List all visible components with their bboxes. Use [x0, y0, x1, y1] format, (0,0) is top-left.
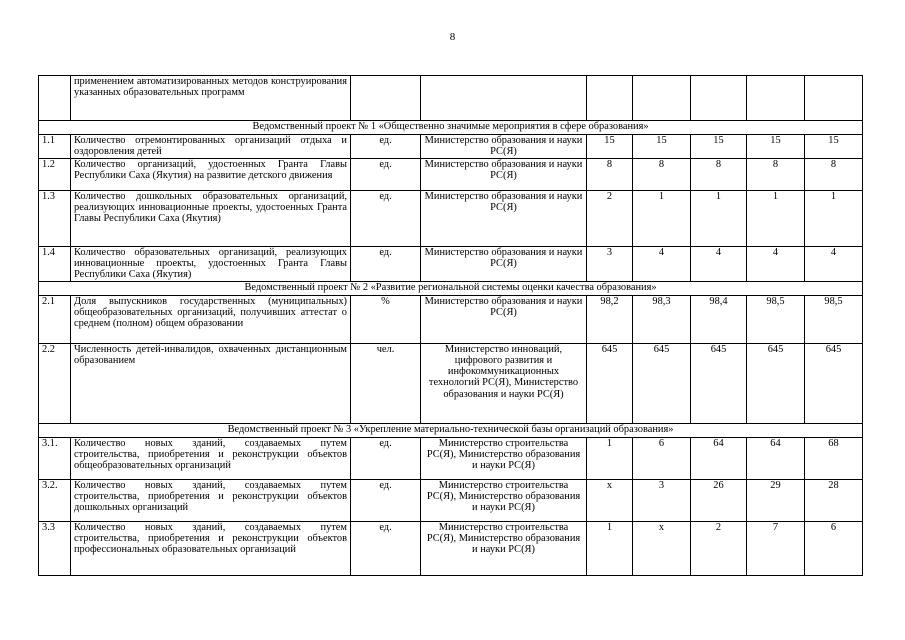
row-unit: ед. [351, 246, 421, 281]
row-number: 1.2 [39, 158, 71, 190]
row-responsible: Министерство строительства РС(Я), Министерство образования и науки РС(Я) [421, 437, 587, 479]
row-number: 2.1 [39, 295, 71, 343]
row-number: 1.1 [39, 135, 71, 159]
empty-cell [421, 76, 587, 121]
empty-cell [691, 76, 747, 121]
row-value-2: 15 [633, 135, 691, 159]
row-value-4: 1 [747, 190, 805, 246]
table-row [39, 158, 863, 190]
row-responsible: Министерство строительства РС(Я), Министерство образования и науки РС(Я) [421, 521, 587, 575]
row-responsible: Министерство строительства РС(Я), Министерство образования и науки РС(Я) [421, 479, 587, 521]
row-value-2: 3 [633, 479, 691, 521]
row-number: 3.1. [39, 437, 71, 479]
empty-cell [805, 76, 863, 121]
empty-cell [587, 76, 633, 121]
row-value-2: 6 [633, 437, 691, 479]
empty-cell [351, 76, 421, 121]
row-unit: ед. [351, 135, 421, 159]
row-responsible: Министерство образования и науки РС(Я) [421, 190, 587, 246]
table-row [39, 521, 863, 575]
row-number: 3.3 [39, 521, 71, 575]
row-value-5: 6 [805, 521, 863, 575]
row-responsible: Министерство образования и науки РС(Я) [421, 135, 587, 159]
table-row [39, 479, 863, 521]
row-value-4: 4 [747, 246, 805, 281]
empty-cell [747, 76, 805, 121]
row-indicator: Количество отремонтированных организаций отдыха и оздоровления детей [71, 135, 351, 159]
row-value-5: 4 [805, 246, 863, 281]
row-unit: ед. [351, 479, 421, 521]
table-body [39, 76, 863, 576]
table-row [39, 135, 863, 159]
row-value-4: 645 [747, 343, 805, 423]
row-value-5: 68 [805, 437, 863, 479]
row-value-2: х [633, 521, 691, 575]
row-value-2: 1 [633, 190, 691, 246]
row-indicator: Количество новых зданий, создаваемых путем строительства, приобретения и реконструкции объектов общеобразовательных организаций [71, 437, 351, 479]
row-responsible: Министерство образования и науки РС(Я) [421, 295, 587, 343]
table-row [39, 295, 863, 343]
row-number [39, 76, 71, 121]
row-value-2: 8 [633, 158, 691, 190]
row-value-2: 98,3 [633, 295, 691, 343]
row-value-4: 29 [747, 479, 805, 521]
row-value-5: 28 [805, 479, 863, 521]
row-value-3: 26 [691, 479, 747, 521]
row-value-3: 645 [691, 343, 747, 423]
row-unit: ед. [351, 158, 421, 190]
section-row [39, 121, 863, 135]
row-value-3: 4 [691, 246, 747, 281]
row-value-3: 98,4 [691, 295, 747, 343]
table-row [39, 437, 863, 479]
row-value-1: 2 [587, 190, 633, 246]
row-value-1: 1 [587, 521, 633, 575]
row-value-5: 1 [805, 190, 863, 246]
indicators-table [38, 75, 863, 576]
row-indicator: Доля выпускников государственных (муниципальных) общеобразовательных организаций, получивших аттестат о среднем (полном) общем образовании [71, 295, 351, 343]
row-indicator: Количество новых зданий, создаваемых путем строительства, приобретения и реконструкции объектов профессиональных образовательных организаций [71, 521, 351, 575]
table-row-continuation [39, 76, 863, 121]
row-responsible: Министерство образования и науки РС(Я) [421, 158, 587, 190]
row-value-4: 15 [747, 135, 805, 159]
row-indicator: Количество новых зданий, создаваемых путем строительства, приобретения и реконструкции объектов дошкольных организаций [71, 479, 351, 521]
row-value-2: 645 [633, 343, 691, 423]
row-value-3: 1 [691, 190, 747, 246]
row-number: 3.2. [39, 479, 71, 521]
row-value-5: 8 [805, 158, 863, 190]
row-value-3: 2 [691, 521, 747, 575]
row-number: 1.3 [39, 190, 71, 246]
row-responsible: Министерство образования и науки РС(Я) [421, 246, 587, 281]
row-value-2: 4 [633, 246, 691, 281]
row-unit: % [351, 295, 421, 343]
table-row [39, 343, 863, 423]
row-value-4: 64 [747, 437, 805, 479]
row-unit: ед. [351, 190, 421, 246]
row-value-3: 64 [691, 437, 747, 479]
row-value-1: 15 [587, 135, 633, 159]
row-value-1: 8 [587, 158, 633, 190]
row-number: 2.2 [39, 343, 71, 423]
row-indicator: Количество организаций, удостоенных Гранта Главы Республики Саха (Якутия) на развитие детского движения [71, 158, 351, 190]
row-value-4: 7 [747, 521, 805, 575]
section-row [39, 423, 863, 437]
row-value-5: 15 [805, 135, 863, 159]
row-value-5: 645 [805, 343, 863, 423]
row-number: 1.4 [39, 246, 71, 281]
section-title: Ведомственный проект № 2 «Развитие региональной системы оценки качества образования» [39, 281, 863, 295]
row-value-1: 98,2 [587, 295, 633, 343]
row-value-1: 3 [587, 246, 633, 281]
row-unit: ед. [351, 437, 421, 479]
row-value-3: 8 [691, 158, 747, 190]
row-indicator: Количество дошкольных образовательных организаций, реализующих инновационные проекты, удостоенных Гранта Главы Республики Саха (Якутия) [71, 190, 351, 246]
row-responsible: Министерство инноваций, цифрового развития и инфокоммуникационных технологий РС(Я), Министерство образования и науки РС(Я) [421, 343, 587, 423]
row-value-4: 98,5 [747, 295, 805, 343]
row-value-4: 8 [747, 158, 805, 190]
row-unit: ед. [351, 521, 421, 575]
row-indicator: применением автоматизированных методов конструирования указанных образовательных программ [71, 76, 351, 121]
section-title: Ведомственный проект № 1 «Общественно значимые мероприятия в сфере образования» [39, 121, 863, 135]
section-title: Ведомственный проект № 3 «Укрепление материально-технической базы организаций образования» [39, 423, 863, 437]
section-row [39, 281, 863, 295]
row-value-1: х [587, 479, 633, 521]
table-row [39, 246, 863, 281]
page-number: 8 [449, 31, 456, 43]
row-value-1: 645 [587, 343, 633, 423]
row-indicator: Количество образовательных организаций, реализующих инновационные проекты, удостоенных Гранта Главы Республики Саха (Якутия) [71, 246, 351, 281]
row-value-5: 98,5 [805, 295, 863, 343]
row-unit: чел. [351, 343, 421, 423]
table-row [39, 190, 863, 246]
row-value-1: 1 [587, 437, 633, 479]
empty-cell [633, 76, 691, 121]
row-indicator: Численность детей-инвалидов, охваченных дистанционным образованием [71, 343, 351, 423]
row-value-3: 15 [691, 135, 747, 159]
